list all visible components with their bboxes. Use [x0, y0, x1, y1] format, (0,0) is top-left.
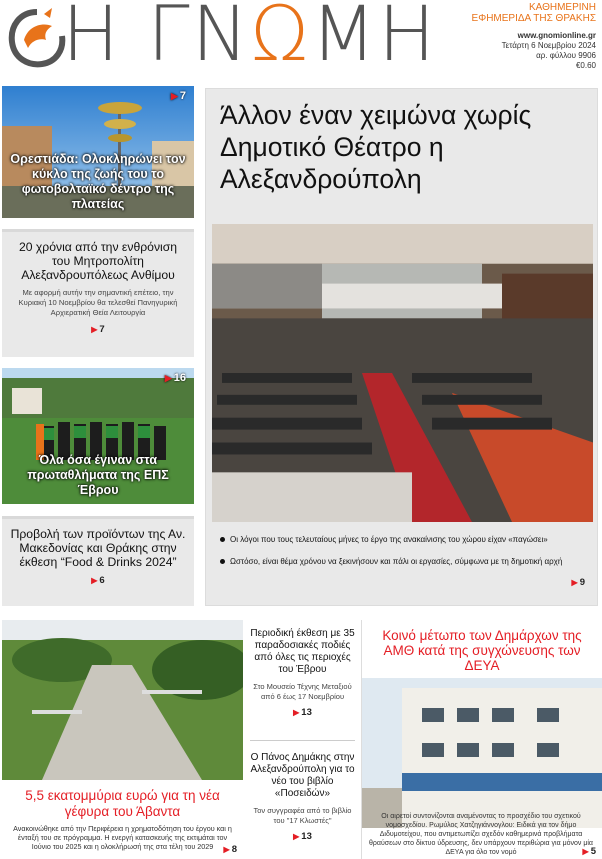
tagline-line-1: ΚΑΘΗΜΕΡΙΝΗ [528, 2, 596, 13]
deya-title: Κοινό μέτωπο των Δημάρχων της ΑΜΘ κατά της συγχώνευσης των ΔΕΥΑ [382, 628, 582, 673]
exhibition-story[interactable] [250, 628, 355, 718]
metropolitan-title: 20 χρόνια από την ενθρόνιση του Μητροπολίτη Αλεξανδρουπόλεως Ανθίμου [18, 240, 178, 282]
lead-story[interactable] [205, 88, 598, 606]
tagline [472, 2, 596, 24]
lead-page: ▶ 9 [571, 577, 585, 588]
exhibition-page: ▶ 13 [293, 707, 312, 718]
metropolitan-body: Με αφορμή αυτήν την σημαντική επέτειο, την Κυριακή 10 Νοεμβρίου θα τελεσθεί Πανηγυρική Αρχιερατική Θεία Λειτουργία [18, 288, 178, 317]
divider [250, 740, 355, 741]
lead-headline: Άλλον έναν χειμώνα χωρίς Δημοτικό Θέατρο η Αλεξανδρούπολη [220, 100, 532, 194]
bridge-story[interactable] [2, 620, 243, 857]
bridge-road-photo [2, 620, 243, 780]
lead-bullets [220, 535, 592, 579]
book-story[interactable] [250, 752, 355, 842]
food-drinks-title: Προβολή των προϊόντων της Αν. Μακεδονίας και Θράκης στην έκθεση “Food & Drinks 2024” [10, 527, 186, 569]
issue-price: €0.60 [575, 61, 596, 70]
bridge-page: ▶ 8 [223, 844, 237, 855]
deya-building-photo [362, 678, 602, 828]
metropolitan-card[interactable] [2, 229, 194, 357]
food-drinks-card[interactable] [2, 516, 194, 606]
exhibition-title: Περιοδική έκθεση με 35 παραδοσιακές ποδιές από όλες τις περιοχές του Έβρου [250, 628, 355, 675]
book-title: Ο Πάνος Δημάκης στην Αλεξανδρούπολη για το νέο του βιβλίο «Ποσειδών» [250, 752, 355, 799]
tree-story-page: ▶ 7 [170, 90, 186, 102]
metropolitan-page: ▶ 7 [91, 324, 105, 335]
newspaper-logo: Η ΓΝΩΜΗ [62, 0, 438, 78]
issue-meta [502, 31, 596, 71]
tree-story-caption: Ορεστιάδα: Ολοκληρώνει τον κύκλο της ζωής του το φωτοβολταϊκό δέντρο της πλατείας [10, 152, 186, 211]
lead-bullet: Ωστόσο, είναι θέμα χρόνου να ξεκινήσουν και πάλι οι εργασίες, σύμφωνα με τη δημοτική αρχή [220, 557, 592, 567]
masthead [0, 0, 602, 80]
football-card[interactable] [2, 368, 194, 504]
issue-date: Τετάρτη 6 Νοεμβρίου 2024 [501, 41, 596, 50]
bridge-title: 5,5 εκατομμύρια ευρώ για τη νέα γέφυρα του Άβαντα [25, 788, 220, 819]
tagline-line-2: ΕΦΗΜΕΡΙΔΑ ΤΗΣ ΘΡΑΚΗΣ [471, 13, 596, 24]
book-page: ▶ 13 [293, 831, 312, 842]
bird-logo-icon [6, 4, 68, 68]
website-link[interactable]: www.gnomionline.gr [517, 31, 596, 40]
football-page: ▶ 16 [164, 372, 186, 384]
deya-body: Οι αιρετοί συντονίζονται αναμένοντας το προσχέδιο του σχετικού νομοσχεδίου. Ρωμύλος Χατζηγιάννογλου: Ειδικά για τον δήμο Διδυμοτείχου, που αντιμετωπίζει σχεδόν καθημερινά προβλήματα θραύσεων στο δίκτυο ύδρευσης, δεν υπάρχουν περιθώρια για μόνον μία ΔΕΥΑ για όλο τον νομό [369, 813, 593, 856]
issue-number: αρ. φύλλου 9906 [536, 51, 596, 60]
bridge-body: Ανακοινώθηκε από την Περιφέρεια η χρηματοδότηση του έργου και η ένταξή του σε πρόγραμμα. Η ενεργή κατασκευής της εκτιμάται τον Ιούνιο του 2025 και η ολοκλήρωσή της στα τέλη του 2029 [13, 824, 232, 851]
theatre-interior-photo [212, 224, 593, 522]
football-caption: Όλα όσα έγιναν στα πρωταθλήματα της ΕΠΣ Έβρου [27, 453, 169, 497]
exhibition-body: Στο Μουσείο Τέχνης Μεταξιού από 6 έως 17 Νοεμβρίου [253, 682, 352, 701]
book-body: Τον συγγραφέα από το βιβλίο του "17 Κλωστές" [253, 806, 352, 825]
food-drinks-page: ▶ 6 [91, 575, 105, 586]
tree-story-card[interactable] [2, 86, 194, 218]
deya-page: ▶ 5 [582, 846, 596, 857]
lead-bullet: Οι λόγοι που τους τελευταίους μήνες το έργο της ανακαίνισης του χώρου είχαν «παγώσει» [220, 535, 592, 545]
